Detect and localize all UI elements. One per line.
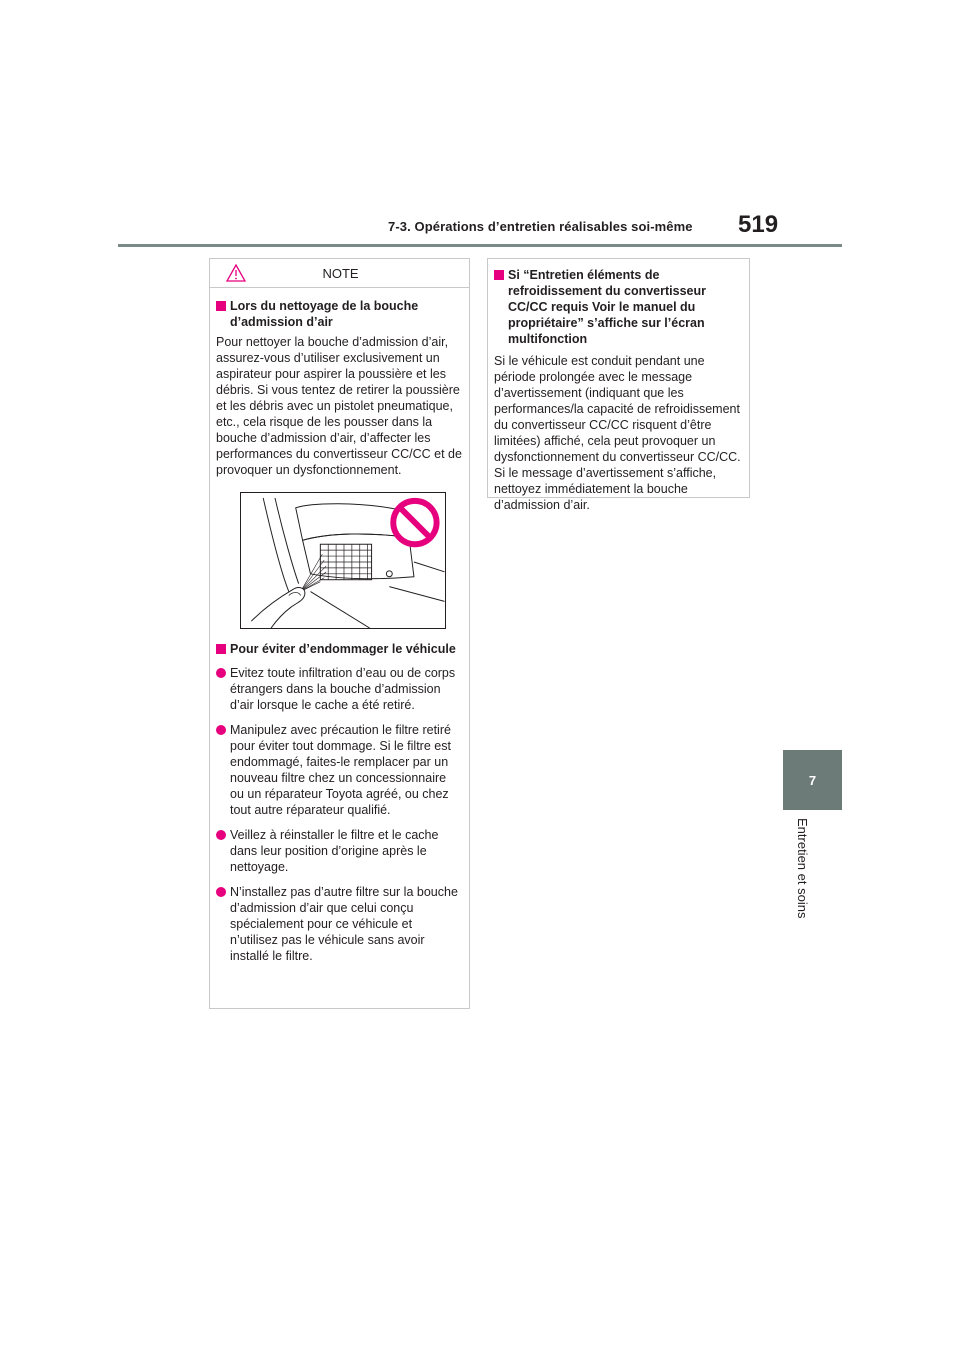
note-heading-cleaning: Lors du nettoyage de la bouche d’admission d’air [216, 298, 463, 330]
note-bullet: N’installez pas d’autre filtre sur la bouche d’admission d’air que celui conçu spécialement pour ce véhicule et n’utilisez pas le véhicule sans avoir installé le filtre. [216, 884, 463, 964]
air-intake-cleaning-illustration [240, 492, 446, 629]
info-heading: Si “Entretien éléments de refroidissement du convertisseur CC/CC requis Voir le manuel du propriétaire” s’affiche sur l’écran multifonction [494, 267, 743, 347]
note-heading-damage: Pour éviter d’endommager le véhicule [216, 641, 463, 657]
note-header [210, 259, 469, 288]
chapter-title: Entretien et soins [795, 818, 810, 919]
note-bullet: Manipulez avec précaution le filtre retiré pour éviter tout dommage. Si le filtre est endommagé, faites-le remplacer par un nouveau filtre chez un concessionnaire ou un réparateur Toyota agréé, ou chez tout autre réparateur qualifié. [216, 722, 463, 818]
chapter-tab[interactable] [783, 750, 842, 810]
note-bullet: Evitez toute infiltration d’eau ou de corps étrangers dans la bouche d’admission d’air lorsque le cache a été retiré. [216, 665, 463, 713]
note-box [209, 258, 470, 1009]
info-box [487, 258, 750, 512]
chapter-number: 7 [808, 772, 817, 788]
note-label: NOTE [322, 265, 359, 281]
note-bullet: Veillez à réinstaller le filtre et le cache dans leur position d’origine après le nettoyage. [216, 827, 463, 875]
section-title: 7-3. Opérations d’entretien réalisables soi-même [388, 219, 693, 234]
page-number: 519 [738, 211, 779, 238]
header-rule [118, 244, 842, 247]
warning-icon [226, 264, 246, 282]
info-text: Si le véhicule est conduit pendant une période prolongée avec le message d’avertissement (indiquant que les performances/la capacité de refroidissement du convertisseur CC/CC risquent d’être limitées) affiché, cela peut provoquer un dysfonctionnement du convertisseur CC/CC. Si le message d’avertissement s’affiche, nettoyez immédiatement la bouche d’admission d’air. [494, 354, 741, 512]
note-text-cleaning: Pour nettoyer la bouche d’admission d’air, assurez-vous d’utiliser exclusivement un aspirateur pour aspirer la poussière et les débris. Si vous tentez de retirer la poussière et les débris avec un pistolet pneumatique, etc., cela risque de les pousser dans la bouche d’admission d’air, d’affecter les performances du convertisseur CC/CC et de provoquer un dysfonctionnement. [216, 335, 462, 477]
